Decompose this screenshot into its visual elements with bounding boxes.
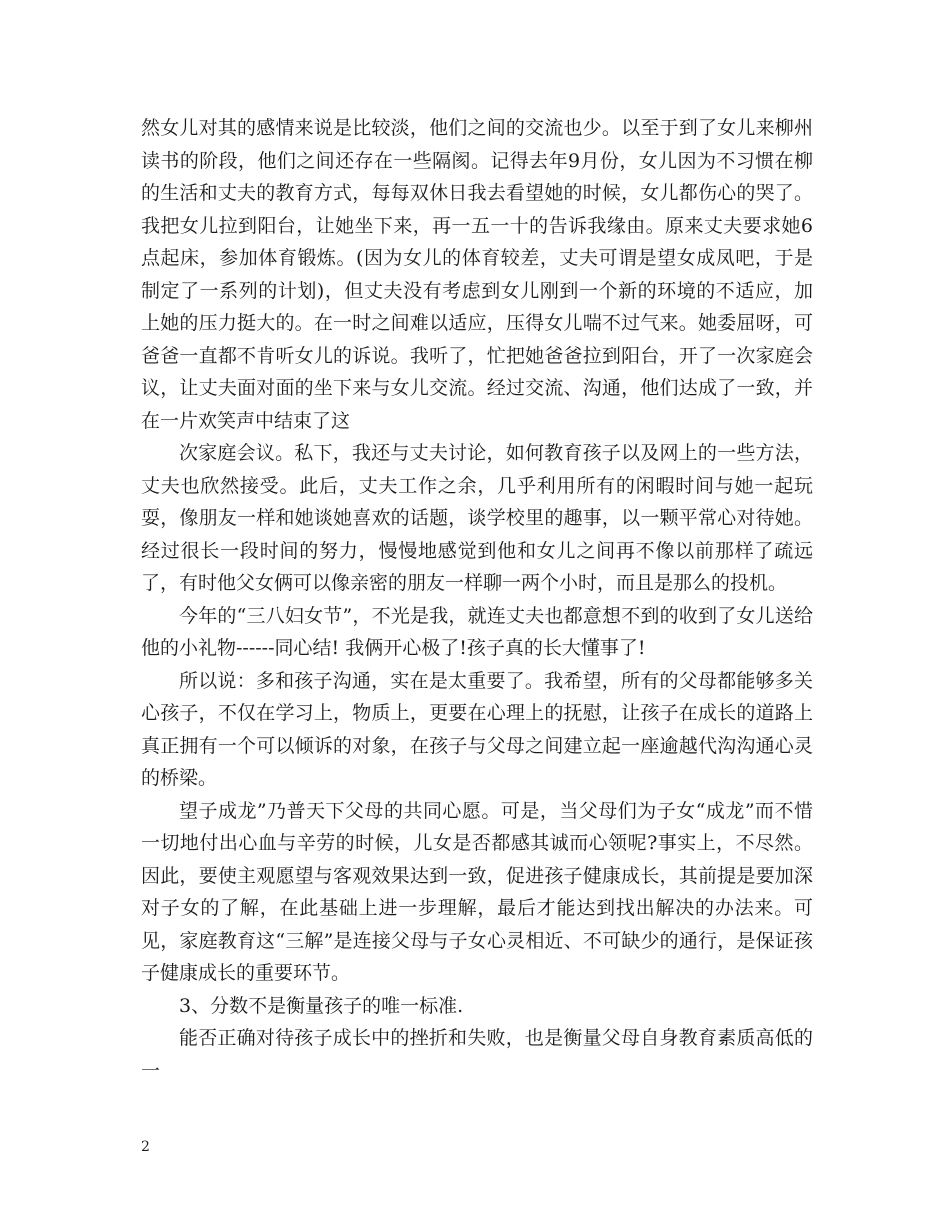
paragraph-4: 所以说：多和孩子沟通，实在是太重要了。我希望，所有的父母都能够多关心孩子，不仅在学习上，物质上，更要在心理上的抚慰，让孩子在成长的道路上真正拥有一个可以倾诉的对象，在孩子与父母之间建立起一座逾越代沟沟通心灵的桥梁。 [141,669,813,789]
section-heading: 3、分数不是衡量孩子的唯一标准. [179,994,464,1017]
paragraph-2: 次家庭会议。私下，我还与丈夫讨论，如何教育孩子以及网上的一些方法，丈夫也欣然接受。此后，丈夫工作之余，几乎利用所有的闲暇时间与她一起玩耍，像朋友一样和她谈她喜欢的话题，谈学校里的趣事，以一颗平常心对待她。经过很长一段时间的努力，慢慢地感觉到他和女儿之间再不像以前那样了疏远了，有时他父女俩可以像亲密的朋友一样聊一两个小时，而且是那么的投机。 [141,442,813,594]
paragraph-6: 能否正确对待孩子成长中的挫折和失败，也是衡量父母自身教育素质高低的一 [141,1027,813,1082]
page-number: 2 [141,1139,150,1155]
paragraph-5: 望子成龙”乃普天下父母的共同心愿。可是，当父母们为子女“成龙”而不惜一切地付出心血与辛劳的时候，儿女是否都感其诚而心领呢?事实上，不尽然。因此，要使主观愿望与客观效果达到一致，促进孩子健康成长，其前提是要加深对子女的了解，在此基础上进一步理解，最后才能达到找出解决的办法来。可见，家庭教育这“三解”是连接父母与子女心灵相近、不可缺少的通行，是保证孩子健康成长的重要环节。 [141,799,813,984]
paragraph-1: 然女儿对其的感情来说是比较淡，他们之间的交流也少。以至于到了女儿来柳州读书的阶段，他们之间还存在一些隔阂。记得去年9月份，女儿因为不习惯在柳的生活和丈夫的教育方式，每每双休日我去看望她的时候，女儿都伤心的哭了。我把女儿拉到阳台，让她坐下来，再一五一十的告诉我缘由。原来丈夫要求她6点起床，参加体育锻炼。(因为女儿的体育较差，丈夫可谓是望女成凤吧，于是制定了一系列的计划)，但丈夫没有考虑到女儿刚到一个新的环境的不适应，加上她的压力挺大的。在一时之间难以适应，压得女儿喘不过气来。她委屈呀，可爸爸一直都不肯听女儿的诉说。我听了，忙把她爸爸拉到阳台，开了一次家庭会议，让丈夫面对面的坐下来与女儿交流。经过交流、沟通，他们达成了一致，并在一片欢笑声中结束了这 [141,117,813,432]
paragraph-3: 今年的“三八妇女节”，不光是我，就连丈夫也都意想不到的收到了女儿送给他的小礼物------同心结! 我俩开心极了!孩子真的长大懂事了! [141,604,813,659]
document-body [141,112,813,1087]
